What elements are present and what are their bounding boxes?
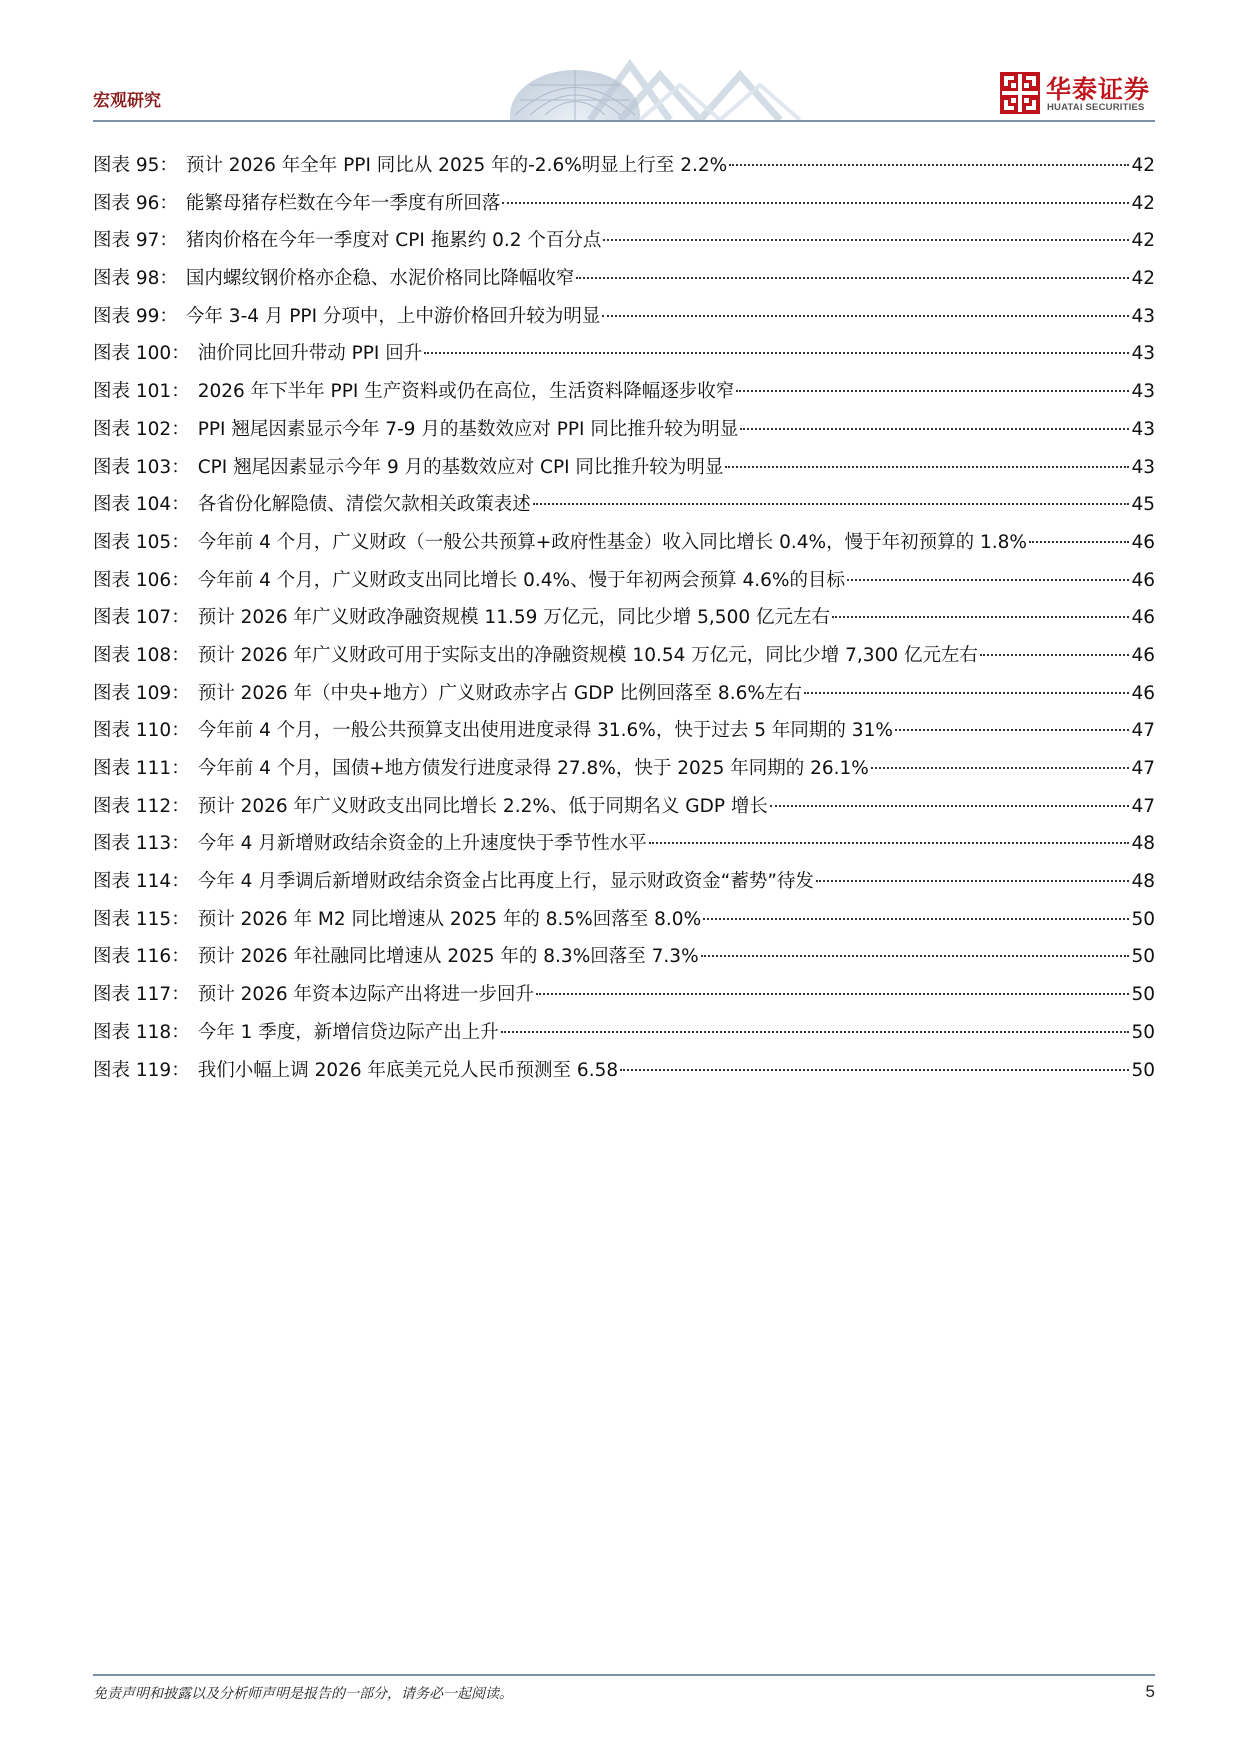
toc-dot-leader	[502, 202, 1129, 204]
disclaimer-text: 免责声明和披露以及分析师声明是报告的一部分，请务必一起阅读。	[93, 1686, 513, 1702]
toc-dot-leader	[770, 805, 1130, 807]
toc-entry-title: 预计 2026 年全年 PPI 同比从 2025 年的-2.6%明显上行至 2.2%	[185, 155, 728, 176]
toc-entry[interactable]	[93, 1052, 1155, 1090]
toc-entry-title: 能繁母猪存栏数在今年一季度有所回落	[185, 192, 501, 214]
toc-dot-leader	[501, 1031, 1130, 1033]
toc-entry[interactable]	[93, 788, 1155, 826]
toc-entry-page: 46	[1131, 682, 1155, 704]
toc-entry-title: 预计 2026 年广义财政支出同比增长 2.2%、低于同期名义 GDP 增长	[197, 795, 768, 817]
toc-entry-title: 油价同比回升带动 PPI 回升	[197, 343, 423, 365]
toc-entry-page: 50	[1131, 1059, 1155, 1081]
globe-decoration-icon	[470, 40, 830, 120]
toc-dot-leader	[424, 352, 1129, 354]
toc-entry-page: 42	[1131, 192, 1155, 214]
toc-entry[interactable]	[93, 524, 1155, 562]
toc-entry[interactable]	[93, 938, 1155, 976]
toc-entry-title: 预计 2026 年广义财政可用于实际支出的净融资规模 10.54 万亿元，同比少增 7,300 亿元左右	[197, 644, 978, 666]
toc-entry-page: 43	[1131, 381, 1155, 403]
toc-entry[interactable]	[93, 449, 1155, 487]
toc-entry-page: 43	[1131, 305, 1155, 327]
toc-entry[interactable]	[93, 901, 1155, 939]
toc-entry[interactable]	[93, 637, 1155, 675]
toc-entry-page: 42	[1131, 230, 1155, 252]
toc-entry-title: 预计 2026 年资本边际产出将进一步回升	[197, 984, 535, 1006]
toc-entry-label: 图表 102：	[93, 418, 190, 440]
toc-entry-title: 国内螺纹钢价格亦企稳、水泥价格同比降幅收窄	[185, 268, 575, 290]
toc-entry-page: 42	[1131, 155, 1155, 176]
toc-entry-page: 42	[1131, 268, 1155, 290]
toc-entry[interactable]	[93, 712, 1155, 750]
toc-entry-page: 46	[1131, 569, 1155, 591]
toc-entry[interactable]	[93, 562, 1155, 600]
logo-chinese-text: 华泰证券	[1046, 75, 1151, 104]
toc-entry-label: 图表 104：	[93, 494, 190, 516]
toc-dot-leader	[736, 390, 1129, 392]
toc-entry-page: 43	[1131, 343, 1155, 365]
toc-dot-leader	[602, 315, 1129, 317]
toc-entry-title: 今年 1 季度，新增信贷边际产出上升	[197, 1021, 499, 1043]
toc-entry-title: 2026 年下半年 PPI 生产资料或仍在高位，生活资料降幅逐步收窄	[197, 381, 735, 403]
toc-entry-title: 预计 2026 年（中央+地方）广义财政赤字占 GDP 比例回落至 8.6%左右	[197, 682, 802, 704]
toc-entry-label: 图表 119：	[93, 1059, 190, 1081]
toc-entry-title: 各省份化解隐债、清偿欠款相关政策表述	[197, 494, 531, 516]
toc-entry-title: 今年 4 月季调后新增财政结余资金占比再度上行，显示财政资金“蓄势”待发	[197, 871, 814, 893]
figure-list	[93, 147, 1155, 1089]
toc-entry[interactable]	[93, 486, 1155, 524]
toc-entry-title: 预计 2026 年社融同比增速从 2025 年的 8.3%回落至 7.3%	[197, 946, 699, 968]
toc-entry-page: 47	[1131, 795, 1155, 817]
toc-dot-leader	[804, 692, 1130, 694]
toc-dot-leader	[895, 729, 1130, 731]
toc-entry-title: 猪肉价格在今年一季度对 CPI 拖累约 0.2 个百分点	[185, 230, 602, 252]
toc-entry-label: 图表 103：	[93, 456, 190, 478]
toc-entry-label: 图表 99：	[93, 305, 178, 327]
toc-dot-leader	[649, 842, 1130, 844]
toc-entry-label: 图表 109：	[93, 682, 190, 704]
toc-entry-title: PPI 翘尾因素显示今年 7-9 月的基数效应对 PPI 同比推升较为明显	[197, 418, 739, 440]
toc-entry-label: 图表 115：	[93, 908, 190, 930]
toc-dot-leader	[1029, 541, 1129, 543]
toc-entry-title: 今年 3-4 月 PPI 分项中，上中游价格回升较为明显	[185, 305, 601, 327]
toc-entry-title: CPI 翘尾因素显示今年 9 月的基数效应对 CPI 同比推升较为明显	[197, 456, 724, 478]
toc-entry[interactable]	[93, 260, 1155, 298]
toc-dot-leader	[533, 503, 1130, 505]
toc-entry-label: 图表 114：	[93, 871, 190, 893]
toc-entry[interactable]	[93, 750, 1155, 788]
toc-dot-leader	[603, 239, 1129, 241]
toc-entry-title: 我们小幅上调 2026 年底美元兑人民币预测至 6.58	[197, 1059, 619, 1081]
toc-entry-label: 图表 116：	[93, 946, 190, 968]
toc-entry-label: 图表 111：	[93, 758, 190, 779]
toc-entry[interactable]	[93, 147, 1155, 185]
huatai-logo	[1000, 70, 1160, 116]
toc-entry[interactable]	[93, 675, 1155, 713]
toc-entry-page: 43	[1131, 418, 1155, 440]
toc-entry-title: 今年 4 月新增财政结余资金的上升速度快于季节性水平	[197, 833, 647, 855]
toc-entry[interactable]	[93, 185, 1155, 223]
toc-entry[interactable]	[93, 976, 1155, 1014]
section-title: 宏观研究	[93, 91, 161, 111]
toc-entry[interactable]	[93, 373, 1155, 411]
toc-dot-leader	[816, 880, 1130, 882]
toc-entry[interactable]	[93, 298, 1155, 336]
toc-entry-title: 今年前 4 个月，广义财政支出同比增长 0.4%、慢于年初两会预算 4.6%的目标	[197, 569, 845, 591]
toc-entry-title: 预计 2026 年 M2 同比增速从 2025 年的 8.5%回落至 8.0%	[197, 908, 702, 930]
toc-entry-label: 图表 95：	[93, 155, 178, 176]
toc-entry-page: 48	[1131, 833, 1155, 855]
toc-entry[interactable]	[93, 335, 1155, 373]
toc-entry[interactable]	[93, 599, 1155, 637]
toc-entry-page: 50	[1131, 946, 1155, 968]
toc-entry-page: 50	[1131, 1021, 1155, 1043]
toc-entry-label: 图表 107：	[93, 607, 190, 629]
toc-dot-leader	[871, 767, 1130, 769]
toc-entry-label: 图表 110：	[93, 720, 190, 742]
page-header	[0, 0, 1241, 125]
toc-entry-page: 47	[1131, 720, 1155, 742]
toc-entry-label: 图表 117：	[93, 984, 190, 1006]
toc-entry-title: 今年前 4 个月，国债+地方债发行进度录得 27.8%，快于 2025 年同期的 26.1%	[197, 758, 869, 779]
toc-entry-page: 48	[1131, 871, 1155, 893]
toc-entry-label: 图表 113：	[93, 833, 190, 855]
toc-entry-page: 50	[1131, 984, 1155, 1006]
toc-entry-label: 图表 101：	[93, 381, 190, 403]
toc-entry-label: 图表 105：	[93, 531, 190, 553]
toc-entry-title: 今年前 4 个月，广义财政（一般公共预算+政府性基金）收入同比增长 0.4%，慢于年初预算的 1.8%	[197, 531, 1027, 553]
toc-entry[interactable]	[93, 825, 1155, 863]
toc-dot-leader	[740, 428, 1129, 430]
toc-entry-label: 图表 96：	[93, 192, 178, 214]
toc-dot-leader	[725, 466, 1129, 468]
toc-dot-leader	[832, 616, 1129, 618]
toc-entry-label: 图表 106：	[93, 569, 190, 591]
toc-dot-leader	[576, 277, 1129, 279]
toc-entry-label: 图表 108：	[93, 644, 190, 666]
toc-entry-page: 46	[1131, 531, 1155, 553]
toc-entry-page: 43	[1131, 456, 1155, 478]
toc-entry-title: 预计 2026 年广义财政净融资规模 11.59 万亿元，同比少增 5,500 亿元左右	[197, 607, 830, 629]
toc-entry[interactable]	[93, 222, 1155, 260]
toc-dot-leader	[847, 579, 1129, 581]
toc-entry-page: 50	[1131, 908, 1155, 930]
toc-entry-page: 47	[1131, 758, 1155, 779]
footer-divider	[93, 1674, 1155, 1676]
toc-entry-label: 图表 112：	[93, 795, 190, 817]
toc-entry-label: 图表 98：	[93, 268, 178, 290]
toc-dot-leader	[703, 918, 1129, 920]
header-divider	[93, 120, 1155, 122]
toc-entry-label: 图表 118：	[93, 1021, 190, 1043]
toc-dot-leader	[980, 654, 1129, 656]
toc-dot-leader	[701, 955, 1130, 957]
toc-entry[interactable]	[93, 411, 1155, 449]
toc-entry-label: 图表 97：	[93, 230, 178, 252]
page-number: 5	[1145, 1682, 1155, 1701]
huatai-logo-icon	[1000, 72, 1040, 114]
toc-entry[interactable]	[93, 1014, 1155, 1052]
toc-dot-leader	[729, 164, 1129, 166]
toc-entry-title: 今年前 4 个月，一般公共预算支出使用进度录得 31.6%，快于过去 5 年同期的 31%	[197, 720, 893, 742]
toc-dot-leader	[536, 993, 1129, 995]
toc-entry[interactable]	[93, 863, 1155, 901]
logo-english-text: HUATAI SECURITIES	[1047, 102, 1145, 113]
toc-entry-page: 45	[1131, 494, 1155, 516]
toc-entry-label: 图表 100：	[93, 343, 190, 365]
toc-entry-page: 46	[1131, 607, 1155, 629]
toc-dot-leader	[620, 1069, 1129, 1071]
toc-entry-page: 46	[1131, 644, 1155, 666]
